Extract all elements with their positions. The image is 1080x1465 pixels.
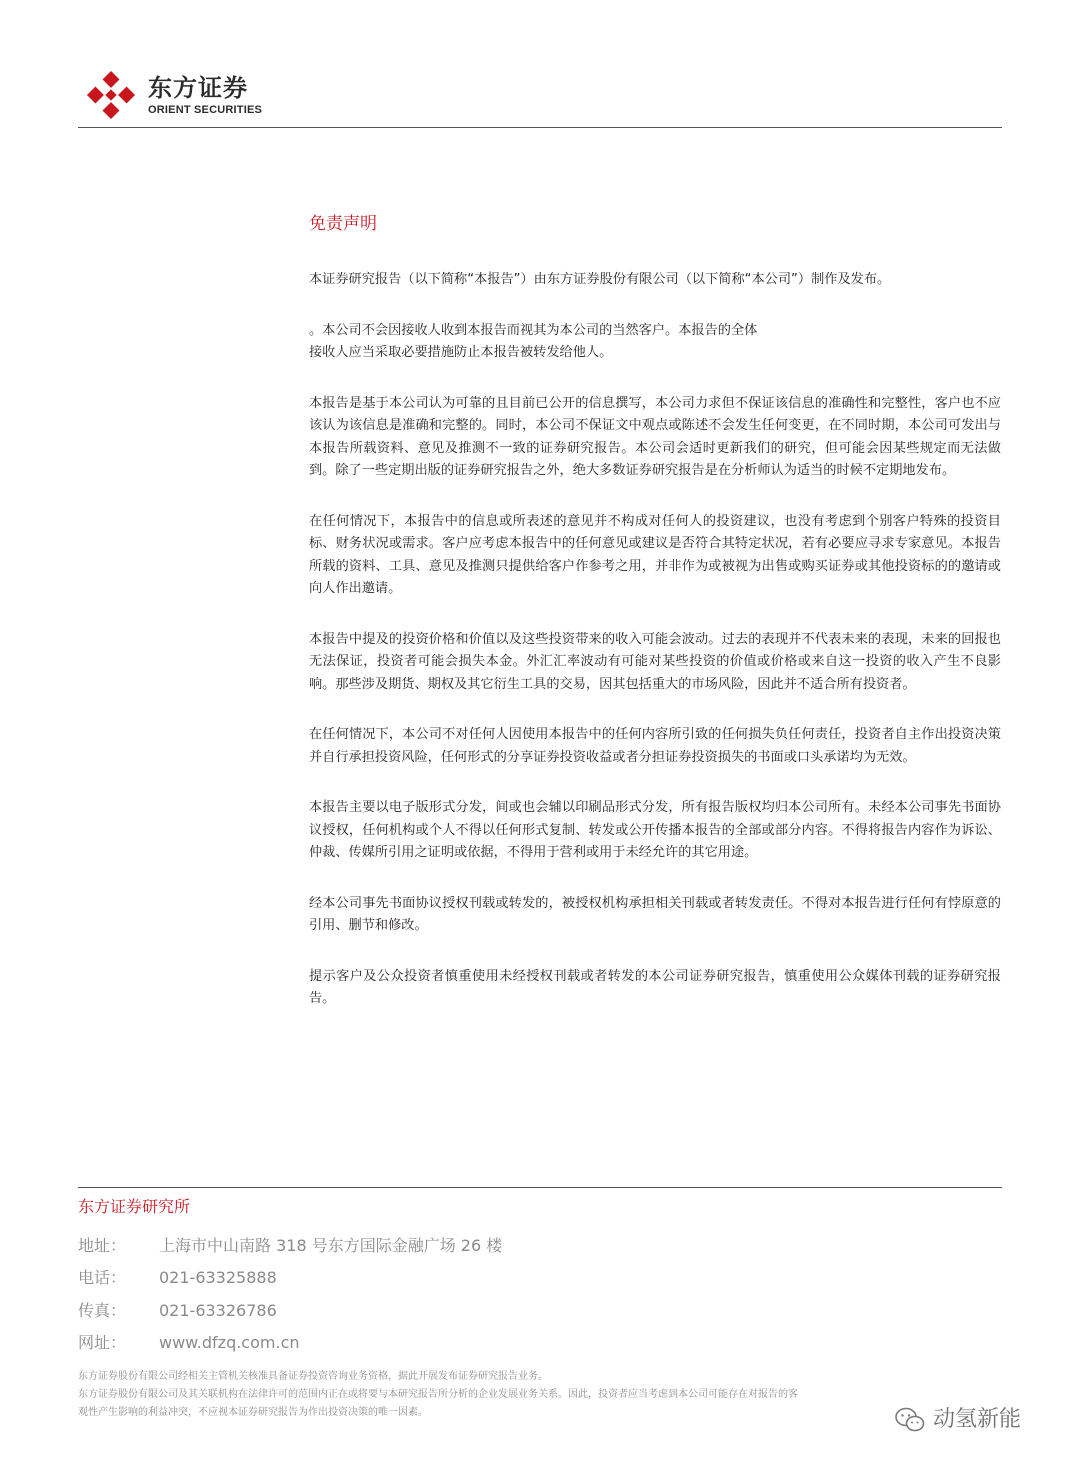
disclaimer-title: 免责声明 bbox=[309, 214, 377, 234]
disclaimer-section bbox=[309, 212, 1001, 1039]
disclaimer-paragraph: 在任何情况下，本公司不对任何人因使用本报告中的任何内容所引致的任何损失负任何责任，投资者自主作出投资决策并自行承担投资风险，任何形式的分享证券投资收益或者分担证券投资损失的书面或口头承诺均为无效。 bbox=[309, 727, 1001, 765]
contact-value: 021-63325888 bbox=[159, 1268, 277, 1287]
contact-label: 地址： bbox=[78, 1236, 127, 1255]
disclaimer-paragraph: 本证券研究报告（以下简称“本报告”）由东方证券股份有限公司（以下简称“本公司”）制作及发布。 bbox=[309, 272, 891, 287]
disclaimer-paragraph: 在任何情况下，本报告中的信息或所表述的意见并不构成对任何人的投资建议，也没有考虑到个别客户特殊的投资目标、财务状况或需求。客户应考虑本报告中的任何意见或建议是否符合其特定状况，若有必要应寻求专家意见。本报告所载的资料、工具、意见及推测只提供给客户作参考之用，并非作为或被视为出售或购买证券或其他投资标的的邀请或向人作出邀请。 bbox=[309, 513, 1001, 596]
wechat-icon bbox=[895, 1406, 925, 1434]
disclaimer-paragraph: 经本公司事先书面协议授权刊载或转发的，被授权机构承担相关刊载或者转发责任。不得对本报告进行任何有悖原意的引用、删节和修改。 bbox=[309, 895, 1001, 933]
orient-securities-logo-icon bbox=[86, 70, 136, 120]
contact-website bbox=[78, 1331, 778, 1355]
contact-address bbox=[78, 1234, 778, 1258]
disclaimer-paragraph: 提示客户及公众投资者慎重使用未经授权刊载或者转发的本公司证券研究报告，慎重使用公众媒体刊载的证券研究报告。 bbox=[309, 968, 1001, 1006]
fine-print-line: 东方证券股份有限公司经相关主管机关核准具备证券投资咨询业务资格，据此开展发布证券研究报告业务。 bbox=[78, 1371, 548, 1382]
header-divider bbox=[78, 127, 1002, 128]
logo-chinese-name: 东方证券 bbox=[148, 74, 248, 102]
wechat-watermark bbox=[895, 1402, 1055, 1438]
fine-print-line: 观性产生影响的利益冲突，不应视本证券研究报告为作出投资决策的唯一因素。 bbox=[78, 1407, 428, 1418]
footer-title: 东方证券研究所 bbox=[78, 1197, 191, 1216]
header bbox=[78, 60, 1002, 130]
footer-divider bbox=[78, 1187, 1002, 1188]
contact-label: 传真： bbox=[78, 1301, 127, 1320]
disclaimer-paragraph: 本报告主要以电子版形式分发，间或也会辅以印刷品形式分发，所有报告版权均归本公司所有。未经本公司事先书面协议授权，任何机构或个人不得以任何形式复制、转发或公开传播本报告的全部或部分内容。不得将报告内容作为诉讼、仲裁、传媒所引用之证明或依据，不得用于营利或用于未经允许的其它用途。 bbox=[309, 800, 1001, 860]
contact-value: 021-63326786 bbox=[159, 1301, 277, 1320]
logo-english-name: ORIENT SECURITIES bbox=[148, 104, 263, 116]
disclaimer-paragraph: 本报告是基于本公司认为可靠的且目前已公开的信息撰写，本公司力求但不保证该信息的准确性和完整性，客户也不应该认为该信息是准确和完整的。同时，本公司不保证文中观点或陈述不会发生任何变更，在不同时期，本公司可发出与本报告所载资料、意见及推测不一致的证券研究报告。本公司会适时更新我们的研究，但可能会因某些规定而无法做到。除了一些定期出版的证券研究报告之外，绝大多数证券研究报告是在分析师认为适当的时候不定期地发布。 bbox=[309, 395, 1001, 478]
contact-website-link[interactable]: www.dfzq.com.cn bbox=[159, 1333, 300, 1352]
contact-value: 上海市中山南路 318 号东方国际金融广场 26 楼 bbox=[159, 1236, 503, 1255]
contact-label: 网址： bbox=[78, 1333, 127, 1352]
contact-label: 电话： bbox=[78, 1268, 127, 1287]
disclaimer-paragraph: 。本公司不会因接收人收到本报告而视其为本公司的当然客户。本报告的全体 接收人应当采取必要措施防止本报告被转发给他人。 bbox=[309, 322, 758, 360]
disclaimer-paragraph: 本报告中提及的投资价格和价值以及这些投资带来的收入可能会波动。过去的表现并不代表未来的表现，未来的回报也无法保证，投资者可能会损失本金。外汇汇率波动有可能对某些投资的价值或价格或来自这一投资的收入产生不良影响。那些涉及期货、期权及其它衍生工具的交易，因其包括重大的市场风险，因此并不适合所有投资者。 bbox=[309, 631, 1001, 692]
contact-fax bbox=[78, 1299, 778, 1323]
contact-phone bbox=[78, 1266, 778, 1290]
fine-print-line: 东方证券股份有限公司及其关联机构在法律许可的范围内正在或将要与本研究报告所分析的企业发展业务关系。因此，投资者应当考虑到本公司可能存在对报告的客 bbox=[78, 1389, 798, 1400]
watermark-text: 动氢新能 bbox=[933, 1407, 1022, 1432]
